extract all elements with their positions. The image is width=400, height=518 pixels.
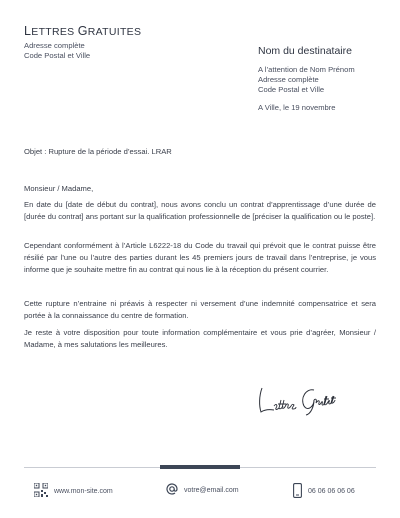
qr-code-icon — [34, 483, 48, 499]
recipient-postal: Code Postal et Ville — [258, 85, 325, 94]
footer-website[interactable] — [34, 483, 113, 499]
footer-phone[interactable] — [293, 483, 355, 500]
recipient-attention: A l’attention de Nom Prénom — [258, 65, 355, 74]
sender-postal: Code Postal et Ville — [24, 51, 91, 60]
letter-date: A Ville, le 19 novembre — [258, 103, 336, 112]
signature-logo — [256, 382, 346, 423]
footer-website-text: www.mon-site.com — [54, 487, 113, 495]
salutation: Monsieur / Madame, — [24, 184, 94, 193]
smartphone-icon — [293, 483, 302, 500]
at-sign-icon — [166, 483, 178, 497]
sender-name: LETTRES GRATUITES — [24, 24, 142, 38]
footer-email-text: votre@email.com — [184, 486, 239, 494]
sender-address: Adresse complète — [24, 41, 85, 50]
paragraph-3: Cette rupture n’entraine ni préavis à respecter ni versement d’une indemnité compensatrice et sera portée à la connaissance du centre de formation. — [24, 299, 376, 321]
recipient-name: Nom du destinataire — [258, 45, 352, 57]
footer-phone-text: 06 06 06 06 06 — [308, 488, 355, 495]
letter-object: Objet : Rupture de la période d’essai. LRAR — [24, 147, 172, 156]
paragraph-2: Cependant conformément à l’Article L6222-18 du Code du travail qui prévoit que le contrat puisse être résilié par l’une ou l’autre des parties durant les 45 premiers jours de travail dans l’entreprise, je vous informe que je souhaite mettre fin au contrat qui nous lie à la réception du présent courrier. — [24, 241, 376, 275]
recipient-address: Adresse complète — [258, 75, 319, 84]
paragraph-1: En date du [date de début du contrat], nous avons conclu un contrat d’apprentissage d’une durée de [durée du contrat] ans portant sur la qualification professionnelle de [préciser la qualification ou le poste]. — [24, 200, 376, 222]
footer-accent-bar — [160, 465, 240, 469]
paragraph-4: Je reste à votre disposition pour toute information complémentaire et vous prie d’agréer, Monsieur / Madame, à mes salutations les meilleures. — [24, 328, 376, 350]
footer-email[interactable] — [166, 483, 239, 497]
